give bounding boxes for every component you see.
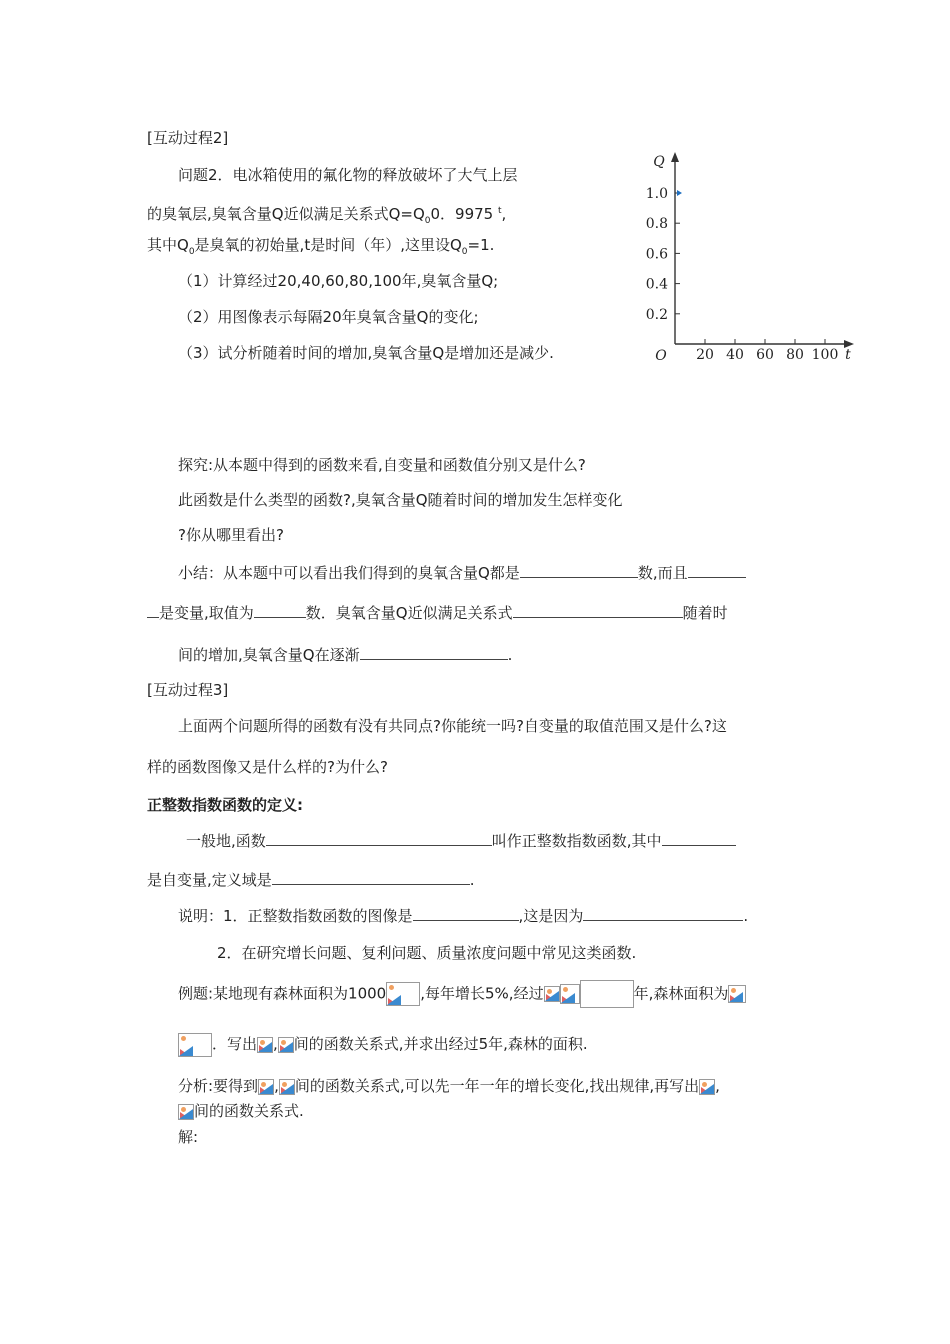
problem2-line1: 问题2．电冰箱使用的氟化物的释放破坏了大气上层	[178, 166, 518, 184]
blank-1[interactable]	[520, 563, 638, 578]
solution-label: 解:	[178, 1128, 199, 1146]
example-line1: 例题:某地现有森林面积为1000 ,每年增长5%,经过 年,森林面积为	[178, 980, 746, 1008]
note-2: 2．在研究增长问题、复利问题、质量浓度问题中常见这类函数.	[217, 944, 637, 962]
section3-heading: [互动过程3]	[147, 681, 229, 699]
y-axis-label: Q	[653, 154, 665, 170]
y-axis-arrow	[671, 152, 679, 162]
problem2-item1: （1）计算经过20,40,60,80,100年,臭氧含量Q;	[178, 272, 499, 290]
image-placeholder-icon	[560, 984, 580, 1004]
origin-label: O	[655, 348, 667, 364]
x-tick-label: 100	[811, 347, 839, 363]
image-placeholder-icon	[258, 1079, 274, 1095]
explore-line2: 此函数是什么类型的函数?,臭氧含量Q随着时间的增加发生怎样变化	[178, 491, 623, 509]
summary-line2: 是变量,取值为 数．臭氧含量Q近似满足关系式 随着时	[147, 603, 728, 623]
blank-reason[interactable]	[583, 906, 743, 921]
section3-line2: 样的函数图像又是什么样的?为什么?	[147, 758, 388, 776]
blank-years-box[interactable]	[580, 980, 634, 1008]
blank-4[interactable]	[513, 603, 683, 618]
explore-line1: 探究:从本题中得到的函数来看,自变量和函数值分别又是什么?	[178, 456, 586, 474]
x-tick-label: 40	[726, 347, 744, 363]
explore-line3: ?你从哪里看出?	[178, 526, 284, 544]
data-point	[677, 190, 682, 196]
analysis-line1: 分析:要得到 , 间的函数关系式,可以先一年一年的增长变化,找出规律,再写出 ,	[178, 1077, 720, 1095]
problem2-line2: 的臭氧层,臭氧含量Q近似满足关系式$Q=Q_00$．9975 $^t$,	[147, 205, 507, 226]
blank-graph[interactable]	[413, 906, 519, 921]
y-tick-label: 0.4	[645, 276, 668, 293]
image-placeholder-icon	[279, 1079, 295, 1095]
analysis-line2: 间的函数关系式.	[178, 1101, 304, 1121]
x-tick-label: 20	[696, 347, 714, 363]
image-placeholder-icon	[386, 982, 420, 1006]
section2-heading: [互动过程2]	[147, 129, 229, 147]
problem2-item3: （3）试分析随着时间的增加,臭氧含量Q是增加还是减少.	[178, 344, 554, 362]
problem2-item2: （2）用图像表示每隔20年臭氧含量Q的变化;	[178, 308, 479, 326]
summary-line3: 间的增加,臭氧含量Q在逐渐 .	[178, 646, 513, 664]
definition-title: 正整数指数函数的定义:	[147, 796, 303, 814]
problem2-line3: 其中$Q_0$是臭氧的初始量,t是时间（年）,这里设$Q_0=1$.	[147, 236, 495, 257]
x-axis-label: t	[845, 347, 851, 363]
y-tick-label: 1.0	[645, 186, 668, 202]
ozone-chart	[640, 148, 865, 370]
blank-2-cont[interactable]	[147, 603, 159, 618]
blank-function[interactable]	[266, 831, 492, 846]
image-placeholder-icon	[257, 1037, 273, 1053]
blank-variable[interactable]	[662, 831, 736, 846]
x-tick-label: 80	[786, 347, 804, 363]
y-tick-label: 0.2	[645, 306, 668, 323]
definition-line1: 一般地,函数 叫作正整数指数函数,其中	[186, 831, 736, 851]
example-line2: ．写出 , 间的函数关系式,并求出经过5年,森林的面积.	[178, 1030, 588, 1058]
blank-2[interactable]	[688, 563, 746, 578]
definition-line2: 是自变量,定义域是 .	[147, 871, 475, 889]
image-placeholder-icon	[544, 986, 560, 1002]
image-placeholder-icon	[728, 985, 746, 1003]
image-placeholder-icon	[178, 1104, 194, 1120]
note-1: 说明：1．正整数指数函数的图像是 ,这是因为 .	[178, 907, 749, 925]
section3-line1: 上面两个问题所得的函数有没有共同点?你能统一吗?自变量的取值范围又是什么?这	[178, 717, 727, 735]
image-placeholder-icon	[699, 1079, 715, 1095]
blank-5[interactable]	[360, 645, 508, 660]
blank-3[interactable]	[254, 603, 306, 618]
blank-domain[interactable]	[272, 870, 470, 885]
image-placeholder-icon	[178, 1033, 212, 1057]
image-placeholder-icon	[278, 1037, 294, 1053]
x-tick-label: 60	[756, 347, 774, 363]
y-tick-label: 0.6	[645, 246, 668, 263]
y-tick-label: 0.8	[645, 216, 668, 233]
summary-line1: 小结：从本题中可以看出我们得到的臭氧含量Q都是 数,而且	[178, 563, 746, 583]
